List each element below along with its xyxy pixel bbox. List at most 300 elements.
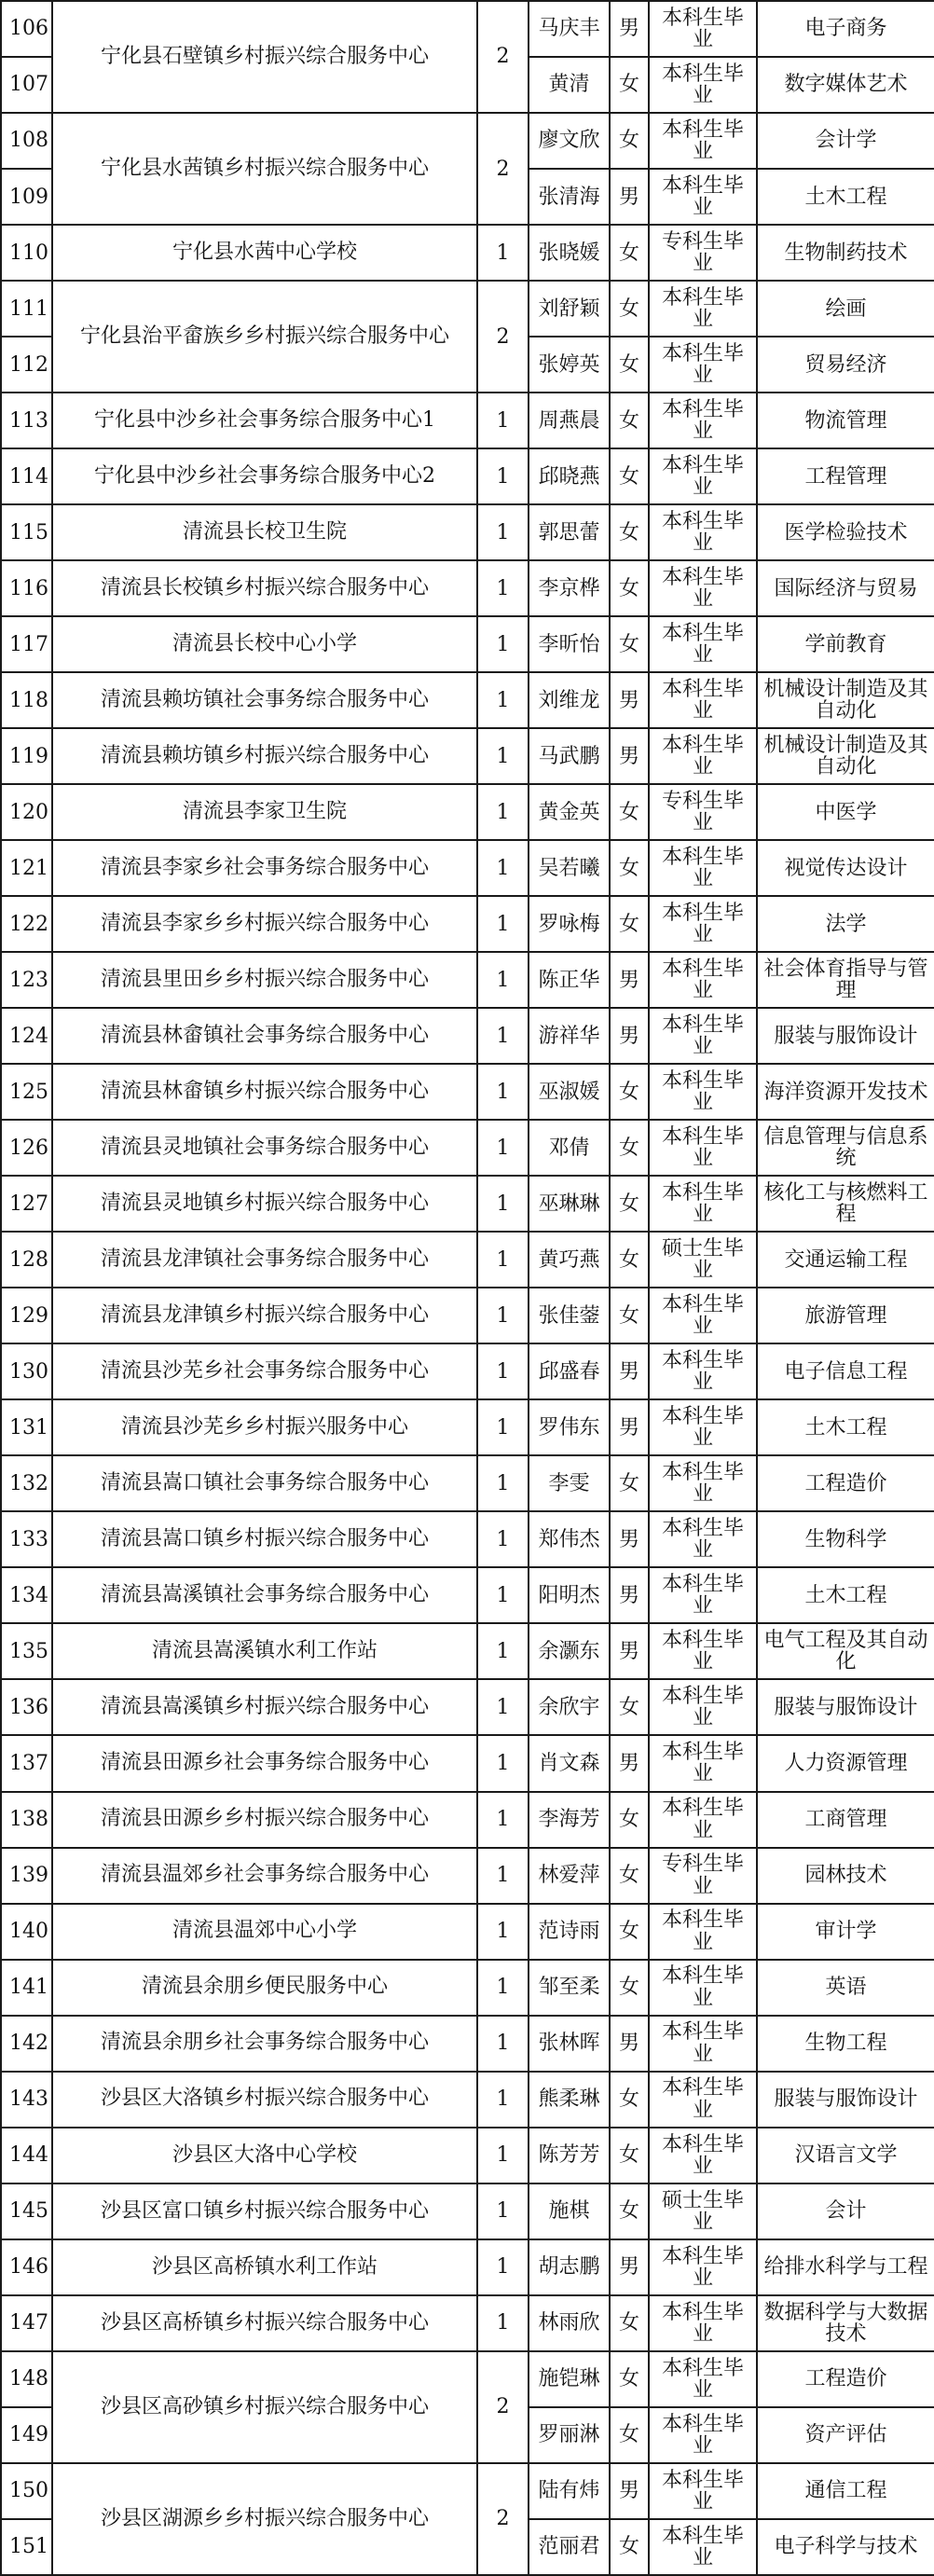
- gender: 男: [610, 1343, 649, 1399]
- education: 专科生毕业: [649, 784, 757, 840]
- major: 通信工程: [757, 2463, 934, 2519]
- hiring-count: 1: [477, 1511, 529, 1567]
- person-name: 林雨欣: [529, 2295, 610, 2351]
- major: 土木工程: [757, 1399, 934, 1455]
- education: 专科生毕业: [649, 1848, 757, 1904]
- education: 专科生毕业: [649, 225, 757, 281]
- table-row: [1, 113, 934, 169]
- employer-unit: 清流县李家乡乡村振兴综合服务中心: [52, 896, 477, 952]
- employer-unit: 清流县李家乡社会事务综合服务中心: [52, 840, 477, 896]
- person-name: 张佳蓥: [529, 1288, 610, 1343]
- education: 本科生毕业: [649, 2016, 757, 2072]
- person-name: 施铠琳: [529, 2351, 610, 2407]
- table-row: [1, 1735, 934, 1791]
- hiring-count: 2: [477, 2351, 529, 2463]
- hiring-count: 1: [477, 2295, 529, 2351]
- row-number: 132: [1, 1455, 52, 1511]
- employer-unit: 清流县龙津镇社会事务综合服务中心: [52, 1232, 477, 1288]
- education: 本科生毕业: [649, 1679, 757, 1735]
- table-row: [1, 393, 934, 448]
- hiring-count: 1: [477, 1232, 529, 1288]
- gender: 女: [610, 2519, 649, 2575]
- employer-unit: 沙县区高桥镇乡村振兴综合服务中心: [52, 2295, 477, 2351]
- gender: 男: [610, 1008, 649, 1064]
- gender: 女: [610, 560, 649, 616]
- table-row: [1, 1848, 934, 1904]
- hiring-count: 1: [477, 2072, 529, 2128]
- table-row: [1, 2463, 934, 2519]
- education: 本科生毕业: [649, 1288, 757, 1343]
- education: 本科生毕业: [649, 1792, 757, 1848]
- employer-unit: 宁化县水茜中心学校: [52, 225, 477, 281]
- education: 本科生毕业: [649, 2519, 757, 2575]
- table-row: [1, 2016, 934, 2072]
- row-number: 146: [1, 2239, 52, 2295]
- person-name: 余欣宇: [529, 1679, 610, 1735]
- hiring-count: 2: [477, 1, 529, 113]
- education: 本科生毕业: [649, 337, 757, 393]
- major: 给排水科学与工程: [757, 2239, 934, 2295]
- hiring-count: 1: [477, 1399, 529, 1455]
- row-number: 130: [1, 1343, 52, 1399]
- person-name: 张林晖: [529, 2016, 610, 2072]
- row-number: 115: [1, 504, 52, 560]
- major: 视觉传达设计: [757, 840, 934, 896]
- major: 数据科学与大数据技术: [757, 2295, 934, 2351]
- education: 本科生毕业: [649, 57, 757, 113]
- major: 工程造价: [757, 2351, 934, 2407]
- education: 硕士生毕业: [649, 1232, 757, 1288]
- table-row: [1, 840, 934, 896]
- employer-unit: 宁化县中沙乡社会事务综合服务中心2: [52, 448, 477, 504]
- row-number: 136: [1, 1679, 52, 1735]
- hiring-count: 1: [477, 2016, 529, 2072]
- row-number: 119: [1, 728, 52, 784]
- major: 电子信息工程: [757, 1343, 934, 1399]
- table-row: [1, 560, 934, 616]
- row-number: 131: [1, 1399, 52, 1455]
- gender: 女: [610, 2128, 649, 2183]
- row-number: 138: [1, 1792, 52, 1848]
- hiring-count: 1: [477, 784, 529, 840]
- gender: 男: [610, 1399, 649, 1455]
- employer-unit: 宁化县石壁镇乡村振兴综合服务中心: [52, 1, 477, 113]
- table-row: [1, 2072, 934, 2128]
- major: 医学检验技术: [757, 504, 934, 560]
- row-number: 145: [1, 2183, 52, 2239]
- major: 机械设计制造及其自动化: [757, 728, 934, 784]
- major: 服装与服饰设计: [757, 1679, 934, 1735]
- person-name: 周燕晨: [529, 393, 610, 448]
- table-row: [1, 1288, 934, 1343]
- gender: 女: [610, 784, 649, 840]
- gender: 女: [610, 57, 649, 113]
- gender: 女: [610, 281, 649, 337]
- hiring-count: 1: [477, 1120, 529, 1176]
- table-row: [1, 1792, 934, 1848]
- gender: 女: [610, 504, 649, 560]
- hiring-count: 1: [477, 504, 529, 560]
- person-name: 邹至柔: [529, 1960, 610, 2016]
- employer-unit: 清流县赖坊镇社会事务综合服务中心: [52, 672, 477, 728]
- education: 本科生毕业: [649, 672, 757, 728]
- education: 本科生毕业: [649, 1904, 757, 1960]
- employer-unit: 清流县灵地镇乡村振兴综合服务中心: [52, 1176, 477, 1232]
- hiring-count: 1: [477, 2183, 529, 2239]
- row-number: 109: [1, 169, 52, 225]
- row-number: 116: [1, 560, 52, 616]
- person-name: 李雯: [529, 1455, 610, 1511]
- education: 本科生毕业: [649, 952, 757, 1008]
- table-row: [1, 225, 934, 281]
- education: 本科生毕业: [649, 616, 757, 672]
- major: 服装与服饰设计: [757, 1008, 934, 1064]
- major: 电子科学与技术: [757, 2519, 934, 2575]
- major: 机械设计制造及其自动化: [757, 672, 934, 728]
- employer-unit: 清流县灵地镇社会事务综合服务中心: [52, 1120, 477, 1176]
- person-name: 肖文森: [529, 1735, 610, 1791]
- gender: 男: [610, 1, 649, 57]
- person-name: 罗丽淋: [529, 2407, 610, 2463]
- gender: 女: [610, 2351, 649, 2407]
- row-number: 143: [1, 2072, 52, 2128]
- table-row: [1, 896, 934, 952]
- row-number: 111: [1, 281, 52, 337]
- major: 生物科学: [757, 1511, 934, 1567]
- hiring-count: 1: [477, 1455, 529, 1511]
- employer-unit: 清流县林畲镇社会事务综合服务中心: [52, 1008, 477, 1064]
- hiring-count: 1: [477, 2128, 529, 2183]
- gender: 女: [610, 225, 649, 281]
- gender: 女: [610, 1904, 649, 1960]
- table-row: [1, 616, 934, 672]
- employer-unit: 清流县沙芜乡社会事务综合服务中心: [52, 1343, 477, 1399]
- row-number: 128: [1, 1232, 52, 1288]
- education: 本科生毕业: [649, 1120, 757, 1176]
- person-name: 邱晓燕: [529, 448, 610, 504]
- row-number: 148: [1, 2351, 52, 2407]
- education: 本科生毕业: [649, 840, 757, 896]
- person-name: 罗伟东: [529, 1399, 610, 1455]
- row-number: 108: [1, 113, 52, 169]
- gender: 女: [610, 1960, 649, 2016]
- education: 本科生毕业: [649, 1176, 757, 1232]
- person-name: 刘舒颖: [529, 281, 610, 337]
- gender: 女: [610, 2407, 649, 2463]
- education: 本科生毕业: [649, 560, 757, 616]
- employer-unit: 清流县田源乡乡村振兴综合服务中心: [52, 1792, 477, 1848]
- education: 本科生毕业: [649, 2295, 757, 2351]
- major: 资产评估: [757, 2407, 934, 2463]
- education: 本科生毕业: [649, 2128, 757, 2183]
- major: 生物工程: [757, 2016, 934, 2072]
- gender: 男: [610, 2463, 649, 2519]
- education: 本科生毕业: [649, 896, 757, 952]
- employer-unit: 清流县沙芜乡乡村振兴服务中心: [52, 1399, 477, 1455]
- major: 土木工程: [757, 1567, 934, 1623]
- person-name: 游祥华: [529, 1008, 610, 1064]
- table-row: [1, 2351, 934, 2407]
- hiring-count: 1: [477, 1176, 529, 1232]
- major: 核化工与核燃料工程: [757, 1176, 934, 1232]
- major: 工程管理: [757, 448, 934, 504]
- major: 工程造价: [757, 1455, 934, 1511]
- employer-unit: 清流县余朋乡便民服务中心: [52, 1960, 477, 2016]
- education: 本科生毕业: [649, 393, 757, 448]
- hiring-count: 1: [477, 1343, 529, 1399]
- person-name: 罗咏梅: [529, 896, 610, 952]
- hiring-count: 2: [477, 281, 529, 393]
- person-name: 张婷英: [529, 337, 610, 393]
- table-row: [1, 1120, 934, 1176]
- education: 本科生毕业: [649, 1567, 757, 1623]
- major: 海洋资源开发技术: [757, 1064, 934, 1120]
- employer-unit: 清流县田源乡社会事务综合服务中心: [52, 1735, 477, 1791]
- gender: 女: [610, 616, 649, 672]
- row-number: 122: [1, 896, 52, 952]
- gender: 男: [610, 169, 649, 225]
- table-row: [1, 281, 934, 337]
- row-number: 141: [1, 1960, 52, 2016]
- education: 本科生毕业: [649, 2407, 757, 2463]
- table-row: [1, 952, 934, 1008]
- hiring-count: 1: [477, 952, 529, 1008]
- person-name: 李海芳: [529, 1792, 610, 1848]
- major: 交通运输工程: [757, 1232, 934, 1288]
- major: 会计学: [757, 113, 934, 169]
- table-row: [1, 2183, 934, 2239]
- education: 本科生毕业: [649, 2351, 757, 2407]
- table-row: [1, 1, 934, 57]
- employer-unit: 清流县嵩口镇社会事务综合服务中心: [52, 1455, 477, 1511]
- row-number: 112: [1, 337, 52, 393]
- table-row: [1, 1008, 934, 1064]
- employer-unit: 宁化县水茜镇乡村振兴综合服务中心: [52, 113, 477, 225]
- table-row: [1, 1455, 934, 1511]
- major: 物流管理: [757, 393, 934, 448]
- major: 英语: [757, 1960, 934, 2016]
- employer-unit: 清流县嵩溪镇乡村振兴综合服务中心: [52, 1679, 477, 1735]
- gender: 男: [610, 1623, 649, 1679]
- gender: 男: [610, 728, 649, 784]
- education: 本科生毕业: [649, 1455, 757, 1511]
- table-row: [1, 1399, 934, 1455]
- major: 汉语言文学: [757, 2128, 934, 2183]
- employer-unit: 沙县区高砂镇乡村振兴综合服务中心: [52, 2351, 477, 2463]
- education: 本科生毕业: [649, 504, 757, 560]
- gender: 男: [610, 952, 649, 1008]
- table-row: [1, 1343, 934, 1399]
- major: 学前教育: [757, 616, 934, 672]
- employer-unit: 清流县嵩溪镇水利工作站: [52, 1623, 477, 1679]
- row-number: 118: [1, 672, 52, 728]
- hiring-count: 1: [477, 560, 529, 616]
- person-name: 黄金英: [529, 784, 610, 840]
- gender: 女: [610, 840, 649, 896]
- education: 本科生毕业: [649, 1008, 757, 1064]
- row-number: 133: [1, 1511, 52, 1567]
- major: 生物制药技术: [757, 225, 934, 281]
- hiring-count: 1: [477, 225, 529, 281]
- employer-unit: 沙县区富口镇乡村振兴综合服务中心: [52, 2183, 477, 2239]
- hiring-count: 1: [477, 1848, 529, 1904]
- education: 本科生毕业: [649, 1511, 757, 1567]
- gender: 女: [610, 1120, 649, 1176]
- table-row: [1, 728, 934, 784]
- gender: 女: [610, 1679, 649, 1735]
- row-number: 129: [1, 1288, 52, 1343]
- person-name: 余灏东: [529, 1623, 610, 1679]
- education: 本科生毕业: [649, 1343, 757, 1399]
- education: 本科生毕业: [649, 2463, 757, 2519]
- hiring-count: 1: [477, 1735, 529, 1791]
- row-number: 147: [1, 2295, 52, 2351]
- major: 数字媒体艺术: [757, 57, 934, 113]
- gender: 女: [610, 1176, 649, 1232]
- major: 服装与服饰设计: [757, 2072, 934, 2128]
- employer-unit: 清流县林畲镇乡村振兴综合服务中心: [52, 1064, 477, 1120]
- major: 绘画: [757, 281, 934, 337]
- row-number: 139: [1, 1848, 52, 1904]
- row-number: 149: [1, 2407, 52, 2463]
- education: 本科生毕业: [649, 2072, 757, 2128]
- education: 本科生毕业: [649, 728, 757, 784]
- gender: 女: [610, 2072, 649, 2128]
- row-number: 117: [1, 616, 52, 672]
- row-number: 110: [1, 225, 52, 281]
- employer-unit: 清流县长校卫生院: [52, 504, 477, 560]
- major: 人力资源管理: [757, 1735, 934, 1791]
- hiring-count: 1: [477, 672, 529, 728]
- person-name: 郭思蕾: [529, 504, 610, 560]
- employer-unit: 清流县嵩溪镇社会事务综合服务中心: [52, 1567, 477, 1623]
- person-name: 刘维龙: [529, 672, 610, 728]
- major: 会计: [757, 2183, 934, 2239]
- row-number: 125: [1, 1064, 52, 1120]
- table-row: [1, 1904, 934, 1960]
- hiring-count: 2: [477, 113, 529, 225]
- employer-unit: 清流县长校镇乡村振兴综合服务中心: [52, 560, 477, 616]
- hiring-count: 1: [477, 448, 529, 504]
- table-row: [1, 1511, 934, 1567]
- education: 本科生毕业: [649, 448, 757, 504]
- row-number: 144: [1, 2128, 52, 2183]
- education: 本科生毕业: [649, 1, 757, 57]
- hiring-count: 1: [477, 616, 529, 672]
- person-name: 张清海: [529, 169, 610, 225]
- education: 本科生毕业: [649, 281, 757, 337]
- person-name: 马武鹏: [529, 728, 610, 784]
- person-name: 巫琳琳: [529, 1176, 610, 1232]
- gender: 男: [610, 2239, 649, 2295]
- major: 审计学: [757, 1904, 934, 1960]
- gender: 男: [610, 672, 649, 728]
- person-name: 范诗雨: [529, 1904, 610, 1960]
- person-name: 施棋: [529, 2183, 610, 2239]
- education: 本科生毕业: [649, 1735, 757, 1791]
- gender: 女: [610, 1848, 649, 1904]
- row-number: 135: [1, 1623, 52, 1679]
- person-name: 林爱萍: [529, 1848, 610, 1904]
- row-number: 120: [1, 784, 52, 840]
- person-name: 阳明杰: [529, 1567, 610, 1623]
- gender: 女: [610, 113, 649, 169]
- education: 本科生毕业: [649, 1623, 757, 1679]
- education: 本科生毕业: [649, 1064, 757, 1120]
- hiring-count: 1: [477, 1904, 529, 1960]
- row-number: 106: [1, 1, 52, 57]
- employer-unit: 沙县区湖源乡乡村振兴综合服务中心: [52, 2463, 477, 2575]
- row-number: 137: [1, 1735, 52, 1791]
- person-name: 张晓媛: [529, 225, 610, 281]
- person-name: 巫淑媛: [529, 1064, 610, 1120]
- hiring-count: 1: [477, 2239, 529, 2295]
- gender: 女: [610, 896, 649, 952]
- gender: 女: [610, 1288, 649, 1343]
- employer-unit: 清流县长校中心小学: [52, 616, 477, 672]
- person-name: 黄巧燕: [529, 1232, 610, 1288]
- employer-unit: 清流县龙津镇乡村振兴综合服务中心: [52, 1288, 477, 1343]
- gender: 男: [610, 2016, 649, 2072]
- gender: 男: [610, 1511, 649, 1567]
- person-name: 李京桦: [529, 560, 610, 616]
- hiring-count: 1: [477, 728, 529, 784]
- major: 土木工程: [757, 169, 934, 225]
- employer-unit: 清流县温郊中心小学: [52, 1904, 477, 1960]
- person-name: 陈芳芳: [529, 2128, 610, 2183]
- person-name: 郑伟杰: [529, 1511, 610, 1567]
- row-number: 127: [1, 1176, 52, 1232]
- table-row: [1, 1567, 934, 1623]
- gender: 男: [610, 1567, 649, 1623]
- hiring-count: 1: [477, 1567, 529, 1623]
- major: 工商管理: [757, 1792, 934, 1848]
- hiring-count: 1: [477, 1064, 529, 1120]
- hiring-count: 1: [477, 1792, 529, 1848]
- table-row: [1, 1232, 934, 1288]
- person-name: 邱盛春: [529, 1343, 610, 1399]
- table-body: [1, 1, 934, 2575]
- major: 中医学: [757, 784, 934, 840]
- table-row: [1, 2295, 934, 2351]
- row-number: 126: [1, 1120, 52, 1176]
- table-row: [1, 1679, 934, 1735]
- gender: 女: [610, 1232, 649, 1288]
- employer-unit: 宁化县治平畲族乡乡村振兴综合服务中心: [52, 281, 477, 393]
- gender: 女: [610, 2183, 649, 2239]
- hiring-count: 1: [477, 1288, 529, 1343]
- hiring-count: 2: [477, 2463, 529, 2575]
- education: 本科生毕业: [649, 1960, 757, 2016]
- gender: 女: [610, 337, 649, 393]
- table-row: [1, 784, 934, 840]
- row-number: 121: [1, 840, 52, 896]
- education: 本科生毕业: [649, 113, 757, 169]
- gender: 女: [610, 1792, 649, 1848]
- employer-unit: 清流县嵩口镇乡村振兴综合服务中心: [52, 1511, 477, 1567]
- person-name: 熊柔琳: [529, 2072, 610, 2128]
- row-number: 142: [1, 2016, 52, 2072]
- row-number: 124: [1, 1008, 52, 1064]
- education: 本科生毕业: [649, 1399, 757, 1455]
- person-name: 陆有炜: [529, 2463, 610, 2519]
- row-number: 134: [1, 1567, 52, 1623]
- hiring-count: 1: [477, 393, 529, 448]
- employer-unit: 宁化县中沙乡社会事务综合服务中心1: [52, 393, 477, 448]
- table-row: [1, 1623, 934, 1679]
- table-row: [1, 1176, 934, 1232]
- person-name: 李昕怡: [529, 616, 610, 672]
